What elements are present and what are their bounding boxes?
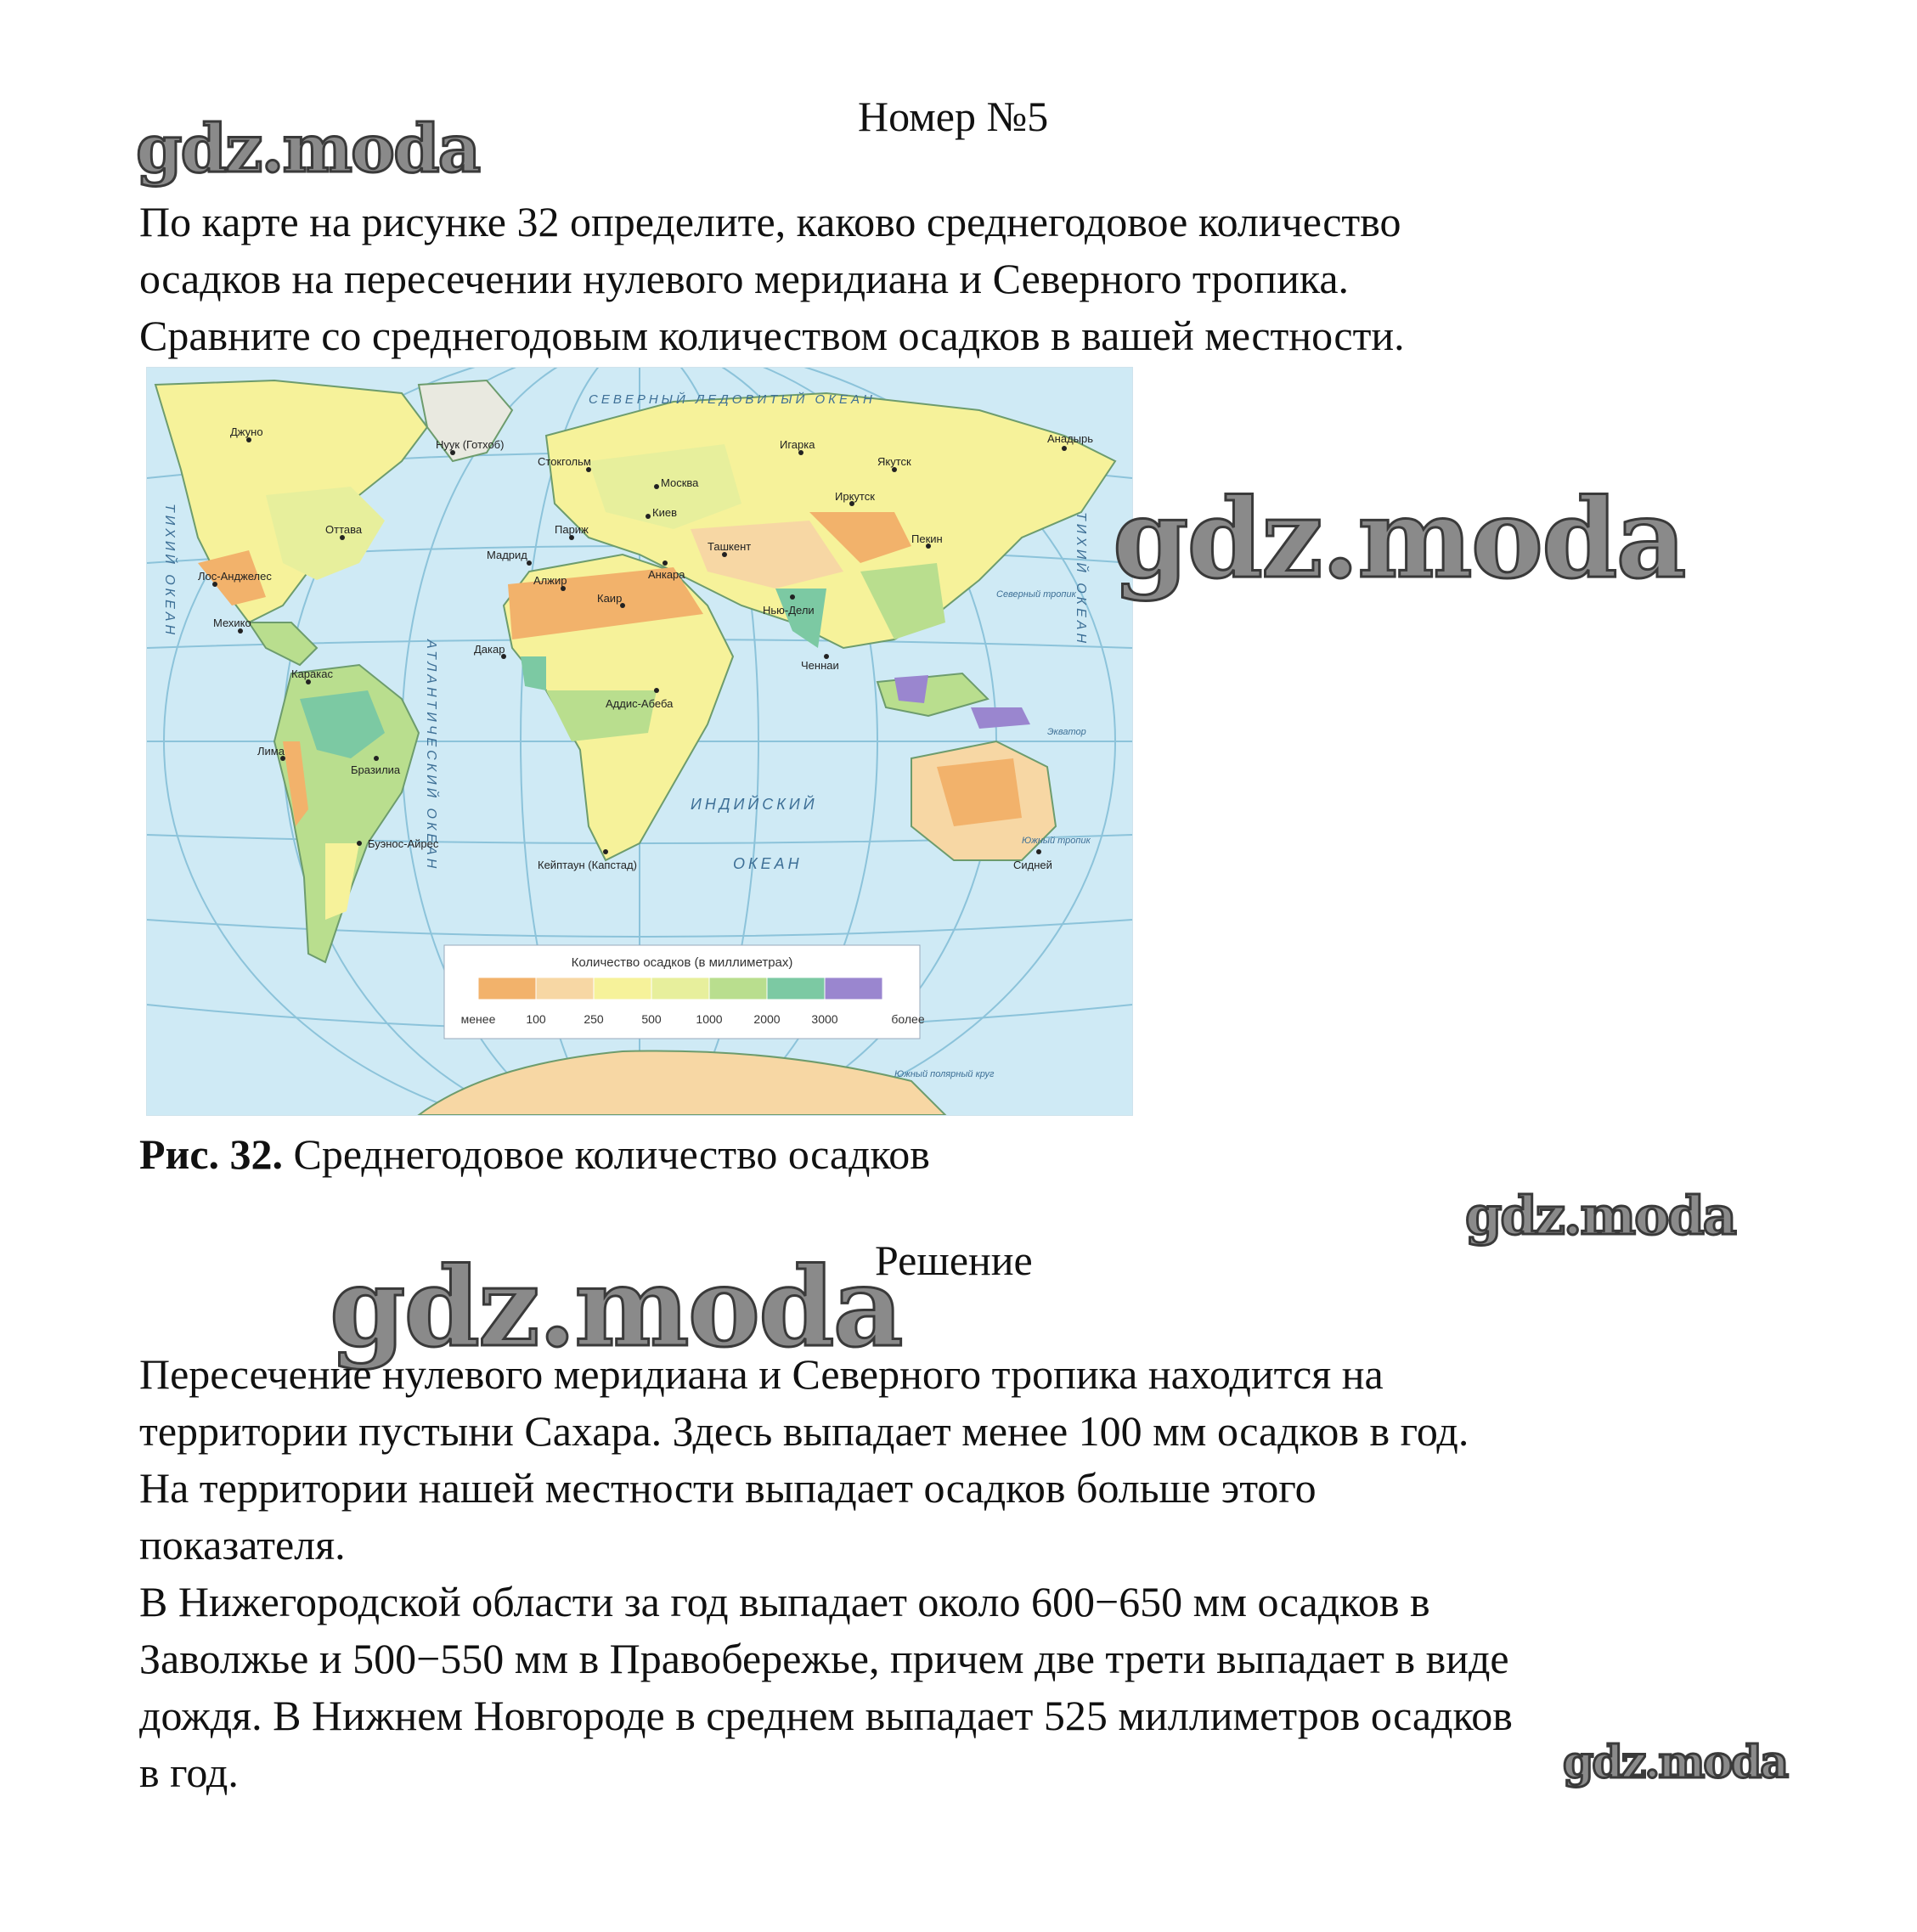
map-legend (444, 945, 925, 1039)
north-tropic-label: Северный тропик (996, 589, 1076, 600)
city-label: Сидней (1013, 859, 1052, 871)
city-label: Иркутск (835, 490, 875, 503)
city-label: Ташкент (708, 540, 752, 553)
ocean-label-arctic: СЕВЕРНЫЙ ЛЕДОВИТЫЙ ОКЕАН (589, 392, 876, 407)
watermark: gdz.moda (1113, 476, 1685, 603)
watermark: gdz.moda (136, 110, 480, 188)
figure-caption (139, 1129, 930, 1179)
city-label: Москва (661, 476, 699, 489)
city-label: Джуно (230, 425, 263, 438)
city-label: Ченнаи (801, 659, 839, 672)
equator-label: Экватор (1047, 727, 1086, 737)
legend-tick-label: 1000 (696, 1012, 723, 1026)
watermark: gdz.moda (1465, 1185, 1735, 1247)
legend-swatch (767, 977, 825, 1000)
legend-tick-label: 2000 (753, 1012, 781, 1026)
ocean-label-pacific-right: ТИХИЙ ОКЕАН (1074, 512, 1088, 646)
answer-line: В Нижегородской области за год выпадает около 600−650 мм осадков в (139, 1578, 1430, 1625)
answer-line: На территории нашей местности выпадает осадков больше этого (139, 1464, 1317, 1512)
legend-tick-label: 3000 (811, 1012, 838, 1026)
caption-number: Рис. 32. (139, 1130, 284, 1178)
city-label: Якутск (877, 455, 911, 468)
legend-tick-label: 500 (641, 1012, 662, 1026)
ocean-label-atlantic: АТЛАНТИЧЕСКИЙ ОКЕАН (424, 639, 438, 872)
city-label: Каир (597, 592, 623, 605)
city-label: Киев (652, 506, 677, 519)
answer-text (139, 1346, 1821, 1801)
city-label: Игарка (780, 438, 815, 451)
answer-line: в год. (139, 1749, 239, 1796)
precipitation-map (146, 367, 1133, 1116)
legend-swatch (651, 977, 709, 1000)
legend-tick-label: 250 (584, 1012, 604, 1026)
answer-line: показателя. (139, 1521, 346, 1569)
answer-line: Заволжье и 500−550 мм в Правобережье, причем две трети выпадает в виде (139, 1635, 1509, 1682)
city-label: Нуук (Готхоб) (436, 438, 505, 451)
city-label: Дакар (474, 643, 505, 656)
task-line: По карте на рисунке 32 определите, каково среднегодовое количество (139, 198, 1401, 245)
city-label: Анкара (648, 568, 685, 581)
city-label: Анадырь (1047, 432, 1094, 445)
legend-swatch (536, 977, 594, 1000)
city-label: Алжир (533, 574, 567, 587)
ocean-label-pacific-left: ТИХИЙ ОКЕАН (162, 504, 177, 638)
city-label: Кейптаун (Капстад) (538, 859, 637, 871)
city-label: Мадрид (487, 549, 527, 561)
answer-line: территории пустыни Сахара. Здесь выпадает менее 100 мм осадков в год. (139, 1407, 1469, 1455)
task-line: осадков на пересечении нулевого меридиана и Северного тропика. (139, 255, 1350, 302)
city-label: Каракас (291, 667, 333, 680)
solution-label: Решение (875, 1236, 1033, 1284)
legend-tick-label: более (891, 1012, 925, 1026)
south-tropic-label: Южный тропик (1022, 836, 1091, 846)
legend-tick-label: менее (460, 1012, 496, 1026)
city-label: Лос-Анджелес (198, 570, 272, 583)
city-label: Нью-Дели (763, 604, 815, 617)
city-label: Лима (257, 745, 285, 758)
page-heading: Номер №5 (858, 93, 1049, 140)
city-label: Пекин (911, 532, 943, 545)
task-text (139, 194, 1753, 364)
legend-swatch (709, 977, 767, 1000)
city-label: Мехико (213, 617, 251, 629)
watermark: gdz.moda (330, 1244, 902, 1372)
legend-title: Количество осадков (в миллиметрах) (571, 955, 793, 970)
city-label: Париж (555, 523, 589, 536)
ocean-label-indian: ИНДИЙСКИЙ (691, 796, 818, 813)
legend-tick-label: 100 (526, 1012, 546, 1026)
caption-text: Среднегодовое количество осадков (283, 1130, 930, 1178)
watermark: gdz.moda (1563, 1737, 1788, 1788)
ocean-label-indian-2: ОКЕАН (733, 855, 803, 872)
city-label: Оттава (325, 523, 363, 536)
south-polar-label: Южный полярный круг (894, 1069, 995, 1079)
legend-swatch (594, 977, 651, 1000)
answer-line: дождя. В Нижнем Новгороде в среднем выпадает 525 миллиметров осадков (139, 1692, 1513, 1739)
answer-line: Пересечение нулевого меридиана и Северного тропика находится на (139, 1350, 1384, 1398)
city-label: Стокгольм (538, 455, 591, 468)
legend-swatch (478, 977, 536, 1000)
city-label: Аддис-Абеба (606, 697, 674, 710)
city-label: Буэнос-Айрес (368, 837, 439, 850)
legend-swatch (825, 977, 882, 1000)
city-label: Бразилиа (351, 763, 401, 776)
task-line: Сравните со среднегодовым количеством осадков в вашей местности. (139, 312, 1405, 359)
